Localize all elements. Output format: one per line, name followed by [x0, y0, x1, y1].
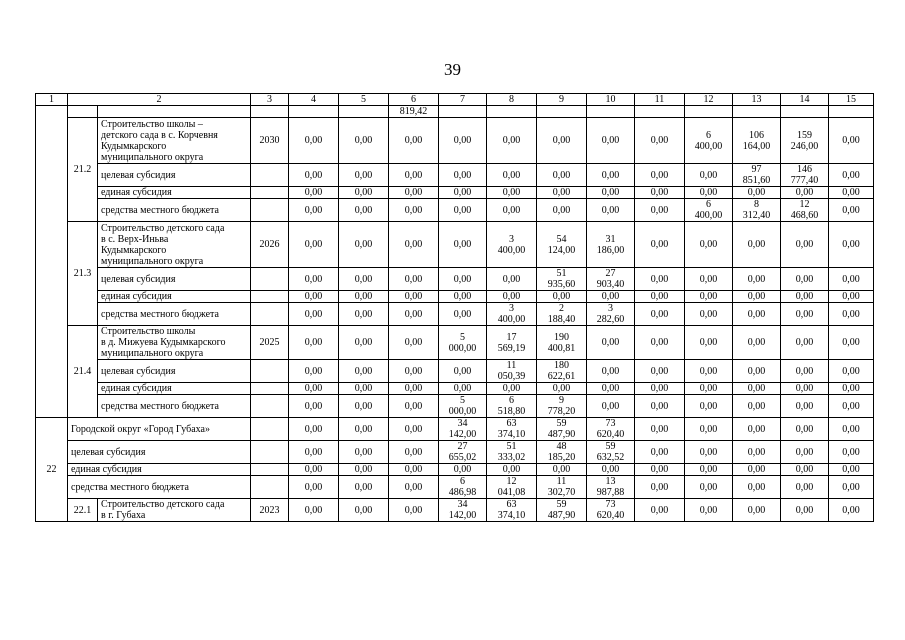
label-cell: Строительство школы в д. Мижуева Кудымкарского муниципального округа	[98, 326, 251, 360]
value-cell: 59 487,90	[537, 499, 587, 522]
value-cell: 0,00	[537, 464, 587, 476]
value-cell: 0,00	[781, 383, 829, 395]
item-number-cell: 22.1	[68, 499, 98, 522]
value-cell: 0,00	[289, 464, 339, 476]
label-cell: целевая субсидия	[98, 268, 251, 291]
value-cell: 159 246,00	[781, 118, 829, 164]
section-number-cell: 22	[36, 418, 68, 522]
value-cell: 0,00	[685, 268, 733, 291]
value-cell: 0,00	[339, 326, 389, 360]
value-cell: 0,00	[829, 268, 874, 291]
value-cell	[537, 106, 587, 118]
header-cell: 6	[389, 94, 439, 106]
value-cell: 0,00	[781, 441, 829, 464]
table-row	[36, 476, 874, 499]
value-cell: 0,00	[289, 303, 339, 326]
value-cell: 0,00	[781, 291, 829, 303]
value-cell: 0,00	[829, 383, 874, 395]
table-row	[36, 199, 874, 222]
value-cell: 5 000,00	[439, 395, 487, 418]
value-cell: 54 124,00	[537, 222, 587, 268]
value-cell: 0,00	[685, 464, 733, 476]
value-cell: 0,00	[289, 499, 339, 522]
value-cell: 0,00	[587, 395, 635, 418]
value-cell: 0,00	[829, 360, 874, 383]
value-cell: 0,00	[733, 418, 781, 441]
value-cell: 0,00	[339, 360, 389, 383]
value-cell: 0,00	[339, 476, 389, 499]
header-cell: 7	[439, 94, 487, 106]
table-row	[36, 464, 874, 476]
value-cell: 0,00	[289, 476, 339, 499]
label-cell: единая субсидия	[98, 291, 251, 303]
value-cell: 9 778,20	[537, 395, 587, 418]
table-row	[36, 106, 874, 118]
header-cell: 4	[289, 94, 339, 106]
value-cell: 0,00	[339, 222, 389, 268]
value-cell: 0,00	[289, 326, 339, 360]
value-cell: 0,00	[635, 418, 685, 441]
label-cell: Строительство детского сада в г. Губаха	[98, 499, 251, 522]
value-cell: 12 041,08	[487, 476, 537, 499]
value-cell: 0,00	[389, 418, 439, 441]
value-cell: 0,00	[733, 326, 781, 360]
value-cell: 0,00	[339, 164, 389, 187]
value-cell: 6 518,80	[487, 395, 537, 418]
value-cell: 3 282,60	[587, 303, 635, 326]
value-cell: 0,00	[635, 326, 685, 360]
value-cell: 63 374,10	[487, 418, 537, 441]
value-cell: 0,00	[587, 164, 635, 187]
value-cell: 0,00	[537, 199, 587, 222]
value-cell: 17 569,19	[487, 326, 537, 360]
value-cell: 0,00	[289, 441, 339, 464]
value-cell: 0,00	[339, 499, 389, 522]
value-cell: 0,00	[635, 199, 685, 222]
header-cell: 5	[339, 94, 389, 106]
value-cell: 0,00	[439, 199, 487, 222]
value-cell: 0,00	[439, 383, 487, 395]
table-row	[36, 164, 874, 187]
value-cell: 3 400,00	[487, 222, 537, 268]
value-cell: 0,00	[635, 499, 685, 522]
value-cell: 0,00	[289, 360, 339, 383]
value-cell: 51 935,60	[537, 268, 587, 291]
header-cell: 3	[251, 94, 289, 106]
value-cell: 0,00	[289, 395, 339, 418]
value-cell: 0,00	[439, 268, 487, 291]
value-cell: 0,00	[733, 395, 781, 418]
table-row	[36, 303, 874, 326]
value-cell: 0,00	[685, 187, 733, 199]
value-cell: 0,00	[635, 360, 685, 383]
value-cell: 0,00	[635, 164, 685, 187]
value-cell: 0,00	[635, 187, 685, 199]
value-cell: 0,00	[781, 326, 829, 360]
header-cell: 15	[829, 94, 874, 106]
value-cell: 0,00	[537, 383, 587, 395]
value-cell: 0,00	[829, 291, 874, 303]
label-cell: Городской округ «Город Губаха»	[68, 418, 251, 441]
value-cell: 0,00	[829, 418, 874, 441]
value-cell: 0,00	[829, 476, 874, 499]
value-cell: 27 903,40	[587, 268, 635, 291]
year-cell: 2030	[251, 118, 289, 164]
value-cell: 190 400,81	[537, 326, 587, 360]
year-cell	[251, 476, 289, 499]
year-cell	[251, 268, 289, 291]
label-cell: Строительство детского сада в с. Верх-Иньва Кудымкарского муниципального округа	[98, 222, 251, 268]
header-cell: 10	[587, 94, 635, 106]
value-cell: 0,00	[389, 441, 439, 464]
value-cell: 0,00	[389, 303, 439, 326]
value-cell: 0,00	[339, 199, 389, 222]
value-cell: 0,00	[685, 499, 733, 522]
label-cell: единая субсидия	[98, 383, 251, 395]
year-cell	[251, 164, 289, 187]
value-cell: 0,00	[487, 199, 537, 222]
value-cell: 0,00	[685, 291, 733, 303]
value-cell: 0,00	[635, 383, 685, 395]
header-cell: 9	[537, 94, 587, 106]
table-row	[36, 268, 874, 291]
table-row	[36, 418, 874, 441]
year-cell	[251, 106, 289, 118]
item-number-cell: 21.2	[68, 118, 98, 222]
table-row	[36, 360, 874, 383]
value-cell: 0,00	[439, 464, 487, 476]
value-cell	[439, 106, 487, 118]
value-cell: 0,00	[389, 199, 439, 222]
table-row	[36, 118, 874, 164]
value-cell: 0,00	[685, 164, 733, 187]
value-cell: 73 620,40	[587, 418, 635, 441]
value-cell: 0,00	[289, 418, 339, 441]
value-cell	[733, 106, 781, 118]
value-cell: 0,00	[781, 222, 829, 268]
header-cell: 2	[68, 94, 251, 106]
value-cell: 97 851,60	[733, 164, 781, 187]
year-cell	[251, 187, 289, 199]
value-cell: 34 142,00	[439, 418, 487, 441]
table-row	[36, 291, 874, 303]
value-cell: 819,42	[389, 106, 439, 118]
value-cell: 0,00	[587, 464, 635, 476]
label-cell: средства местного бюджета	[98, 199, 251, 222]
value-cell: 0,00	[587, 383, 635, 395]
value-cell: 0,00	[781, 418, 829, 441]
year-cell	[251, 303, 289, 326]
value-cell: 11 050,39	[487, 360, 537, 383]
value-cell: 0,00	[829, 326, 874, 360]
value-cell: 0,00	[339, 464, 389, 476]
value-cell: 27 655,02	[439, 441, 487, 464]
value-cell: 6 486,98	[439, 476, 487, 499]
value-cell: 0,00	[289, 164, 339, 187]
label-cell: единая субсидия	[98, 187, 251, 199]
value-cell: 13 987,88	[587, 476, 635, 499]
value-cell: 0,00	[389, 360, 439, 383]
value-cell: 0,00	[733, 383, 781, 395]
value-cell: 0,00	[289, 291, 339, 303]
table-row	[36, 222, 874, 268]
value-cell: 0,00	[829, 441, 874, 464]
value-cell: 0,00	[781, 187, 829, 199]
value-cell: 0,00	[829, 118, 874, 164]
value-cell: 0,00	[389, 187, 439, 199]
value-cell: 0,00	[487, 187, 537, 199]
value-cell: 0,00	[829, 499, 874, 522]
value-cell: 0,00	[685, 303, 733, 326]
value-cell: 63 374,10	[487, 499, 537, 522]
value-cell: 0,00	[439, 360, 487, 383]
value-cell: 0,00	[487, 464, 537, 476]
value-cell: 8 312,40	[733, 199, 781, 222]
sub-number-cell	[68, 106, 98, 118]
item-number-cell: 21.3	[68, 222, 98, 326]
year-cell: 2023	[251, 499, 289, 522]
value-cell: 180 622,61	[537, 360, 587, 383]
value-cell: 0,00	[733, 360, 781, 383]
year-cell	[251, 383, 289, 395]
value-cell: 0,00	[733, 291, 781, 303]
year-cell: 2026	[251, 222, 289, 268]
value-cell: 34 142,00	[439, 499, 487, 522]
value-cell: 12 468,60	[781, 199, 829, 222]
value-cell: 0,00	[289, 383, 339, 395]
value-cell: 0,00	[339, 418, 389, 441]
page-number: 39	[444, 60, 461, 79]
value-cell: 0,00	[389, 118, 439, 164]
year-cell	[251, 199, 289, 222]
value-cell: 0,00	[289, 222, 339, 268]
label-cell: целевая субсидия	[98, 164, 251, 187]
value-cell: 0,00	[487, 268, 537, 291]
value-cell: 0,00	[389, 383, 439, 395]
value-cell: 0,00	[635, 303, 685, 326]
item-number-cell: 21.4	[68, 326, 98, 418]
value-cell: 0,00	[829, 187, 874, 199]
label-cell: целевая субсидия	[98, 360, 251, 383]
value-cell: 0,00	[537, 164, 587, 187]
value-cell: 0,00	[733, 303, 781, 326]
value-cell: 0,00	[537, 291, 587, 303]
label-cell: средства местного бюджета	[68, 476, 251, 499]
value-cell: 106 164,00	[733, 118, 781, 164]
value-cell: 0,00	[487, 383, 537, 395]
value-cell: 6 400,00	[685, 118, 733, 164]
value-cell: 0,00	[685, 476, 733, 499]
value-cell: 0,00	[781, 360, 829, 383]
table-row	[36, 94, 874, 106]
value-cell: 0,00	[339, 187, 389, 199]
year-cell: 2025	[251, 326, 289, 360]
year-cell	[251, 464, 289, 476]
value-cell: 3 400,00	[487, 303, 537, 326]
value-cell: 0,00	[289, 199, 339, 222]
table-row	[36, 326, 874, 360]
value-cell: 0,00	[733, 441, 781, 464]
value-cell: 0,00	[635, 441, 685, 464]
value-cell: 0,00	[781, 464, 829, 476]
value-cell: 0,00	[685, 360, 733, 383]
label-cell: целевая субсидия	[68, 441, 251, 464]
value-cell: 0,00	[389, 395, 439, 418]
value-cell: 0,00	[685, 395, 733, 418]
value-cell: 0,00	[829, 222, 874, 268]
value-cell: 48 185,20	[537, 441, 587, 464]
value-cell: 0,00	[439, 291, 487, 303]
value-cell: 0,00	[635, 291, 685, 303]
value-cell	[339, 106, 389, 118]
year-cell	[251, 441, 289, 464]
value-cell: 0,00	[389, 268, 439, 291]
value-cell	[781, 106, 829, 118]
value-cell: 0,00	[339, 395, 389, 418]
value-cell: 0,00	[829, 395, 874, 418]
value-cell: 0,00	[587, 187, 635, 199]
value-cell: 0,00	[439, 222, 487, 268]
value-cell: 0,00	[487, 291, 537, 303]
value-cell: 0,00	[733, 476, 781, 499]
value-cell: 0,00	[733, 222, 781, 268]
table-row	[36, 187, 874, 199]
value-cell: 0,00	[487, 118, 537, 164]
value-cell: 0,00	[389, 326, 439, 360]
header-cell: 12	[685, 94, 733, 106]
value-cell: 0,00	[339, 303, 389, 326]
value-cell: 0,00	[339, 441, 389, 464]
value-cell: 0,00	[685, 441, 733, 464]
year-cell	[251, 360, 289, 383]
label-cell: средства местного бюджета	[98, 303, 251, 326]
value-cell: 6 400,00	[685, 199, 733, 222]
value-cell: 0,00	[389, 464, 439, 476]
value-cell: 0,00	[587, 291, 635, 303]
value-cell: 0,00	[635, 464, 685, 476]
value-cell: 0,00	[537, 187, 587, 199]
header-cell: 11	[635, 94, 685, 106]
value-cell: 0,00	[733, 464, 781, 476]
value-cell: 0,00	[389, 499, 439, 522]
value-cell: 0,00	[439, 164, 487, 187]
value-cell: 0,00	[781, 303, 829, 326]
value-cell: 0,00	[829, 303, 874, 326]
value-cell: 0,00	[339, 383, 389, 395]
value-cell: 0,00	[389, 476, 439, 499]
value-cell: 0,00	[685, 383, 733, 395]
value-cell: 0,00	[733, 268, 781, 291]
table-row	[36, 441, 874, 464]
value-cell: 0,00	[685, 222, 733, 268]
value-cell: 0,00	[685, 326, 733, 360]
value-cell: 0,00	[635, 476, 685, 499]
value-cell: 0,00	[339, 268, 389, 291]
label-cell	[98, 106, 251, 118]
value-cell	[289, 106, 339, 118]
value-cell: 0,00	[829, 164, 874, 187]
value-cell: 0,00	[829, 199, 874, 222]
value-cell: 59 632,52	[587, 441, 635, 464]
header-cell: 8	[487, 94, 537, 106]
value-cell: 0,00	[389, 291, 439, 303]
value-cell: 0,00	[635, 222, 685, 268]
year-cell	[251, 291, 289, 303]
value-cell: 0,00	[587, 360, 635, 383]
value-cell: 0,00	[487, 164, 537, 187]
value-cell: 0,00	[587, 118, 635, 164]
value-cell: 0,00	[389, 164, 439, 187]
value-cell: 31 186,00	[587, 222, 635, 268]
value-cell: 0,00	[439, 303, 487, 326]
value-cell: 0,00	[685, 418, 733, 441]
value-cell: 0,00	[781, 395, 829, 418]
table-row	[36, 383, 874, 395]
row-number-cell	[36, 106, 68, 418]
value-cell: 11 302,70	[537, 476, 587, 499]
value-cell	[685, 106, 733, 118]
label-cell: единая субсидия	[68, 464, 251, 476]
value-cell: 0,00	[781, 499, 829, 522]
header-cell: 14	[781, 94, 829, 106]
year-cell	[251, 395, 289, 418]
value-cell: 0,00	[635, 268, 685, 291]
value-cell	[635, 106, 685, 118]
value-cell: 0,00	[733, 187, 781, 199]
value-cell: 146 777,40	[781, 164, 829, 187]
value-cell: 73 620,40	[587, 499, 635, 522]
value-cell: 0,00	[781, 476, 829, 499]
label-cell: Строительство школы – детского сада в с. Корчевня Кудымкарского муниципального округа	[98, 118, 251, 164]
value-cell: 2 188,40	[537, 303, 587, 326]
value-cell: 0,00	[635, 118, 685, 164]
value-cell: 59 487,90	[537, 418, 587, 441]
table-row	[36, 395, 874, 418]
value-cell: 0,00	[587, 326, 635, 360]
value-cell	[829, 106, 874, 118]
year-cell	[251, 418, 289, 441]
table-row	[36, 499, 874, 522]
value-cell: 0,00	[389, 222, 439, 268]
label-cell: средства местного бюджета	[98, 395, 251, 418]
value-cell: 0,00	[289, 268, 339, 291]
value-cell: 51 333,02	[487, 441, 537, 464]
value-cell: 0,00	[587, 199, 635, 222]
header-cell: 1	[36, 94, 68, 106]
value-cell: 0,00	[733, 499, 781, 522]
value-cell: 0,00	[537, 118, 587, 164]
header-cell: 13	[733, 94, 781, 106]
value-cell: 0,00	[439, 118, 487, 164]
value-cell: 5 000,00	[439, 326, 487, 360]
value-cell	[587, 106, 635, 118]
value-cell: 0,00	[289, 187, 339, 199]
value-cell: 0,00	[339, 291, 389, 303]
value-cell	[487, 106, 537, 118]
value-cell: 0,00	[439, 187, 487, 199]
value-cell: 0,00	[829, 464, 874, 476]
value-cell: 0,00	[781, 268, 829, 291]
value-cell: 0,00	[339, 118, 389, 164]
budget-table	[35, 93, 874, 522]
value-cell: 0,00	[289, 118, 339, 164]
value-cell: 0,00	[635, 395, 685, 418]
